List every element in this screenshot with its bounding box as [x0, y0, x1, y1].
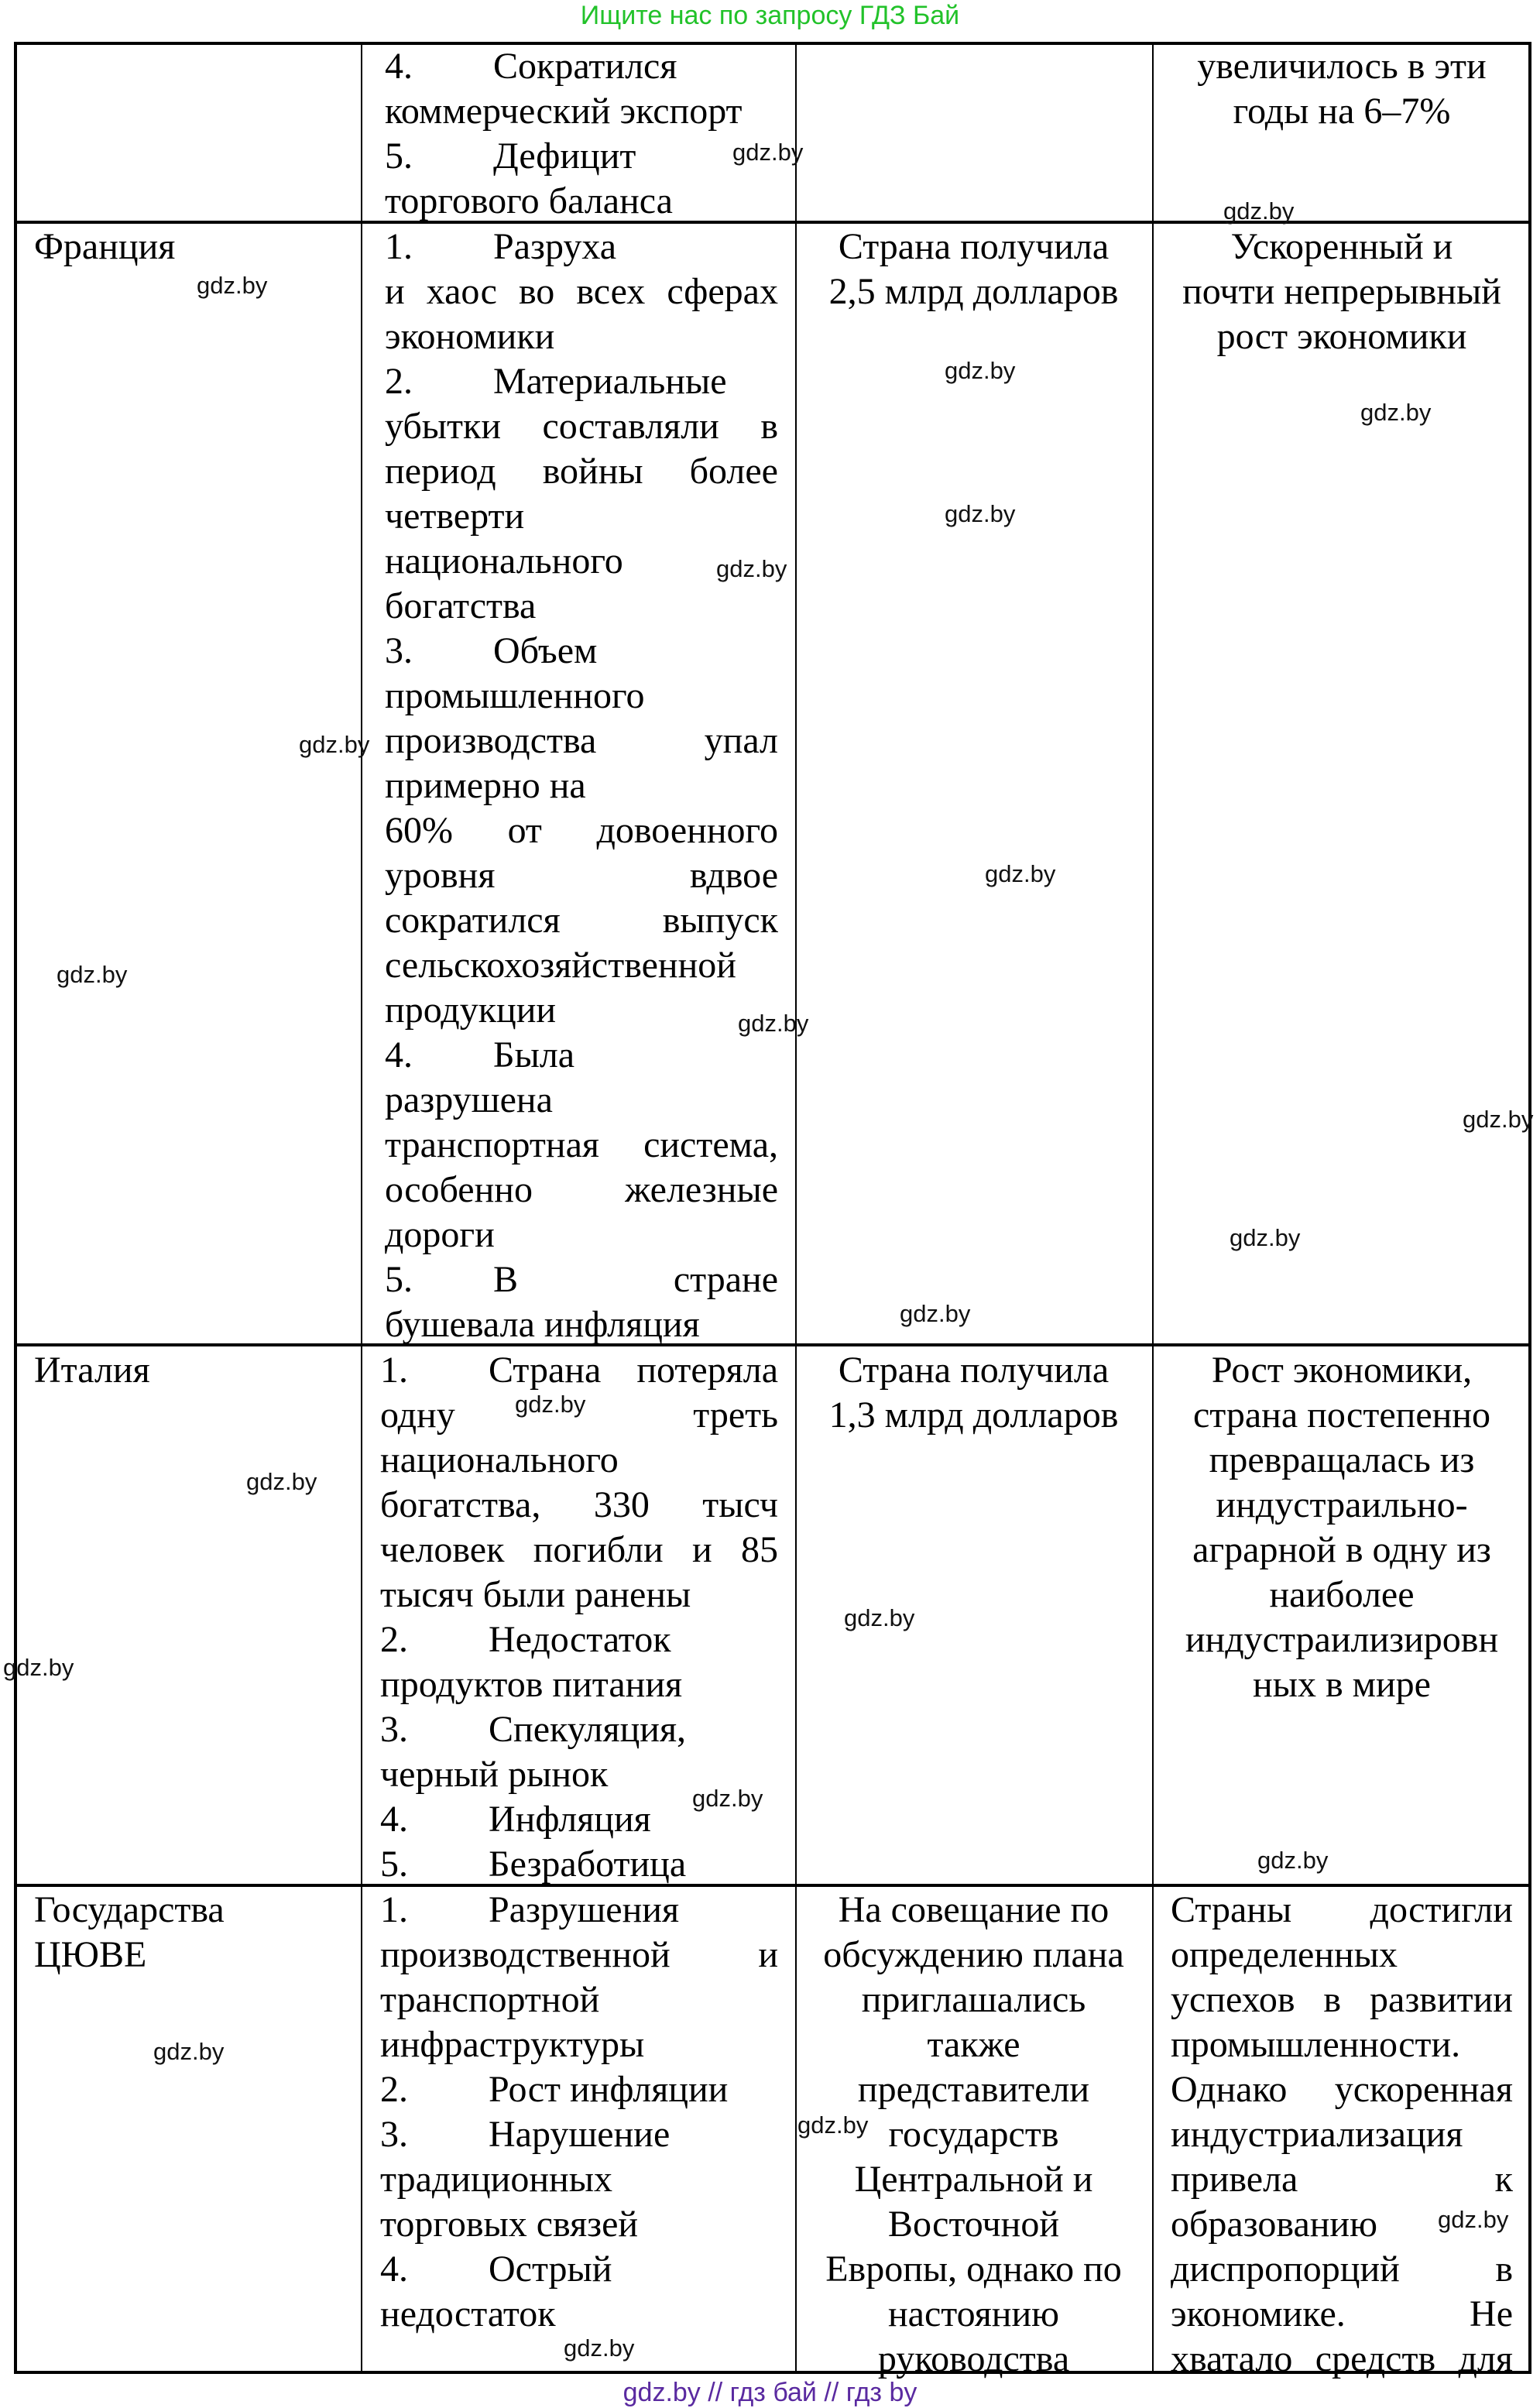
cell-text-line: промышленности. [1171, 2024, 1461, 2065]
cell-text-line [380, 2112, 778, 2157]
cell-text-line: национального [385, 540, 623, 581]
item-number: 4. [385, 46, 413, 87]
cell-text-line [385, 853, 778, 898]
watermark-text: gdz.by [1438, 2206, 1509, 2233]
justified-words [385, 404, 778, 449]
cell-text-line: Государства [34, 1889, 225, 1930]
watermark-text: gdz.by [1230, 1224, 1301, 1251]
cell-text-line: недостаток [380, 2293, 556, 2334]
cell-text-line: руководства [877, 2338, 1070, 2379]
cell-text-line: настоянию [887, 2293, 1060, 2334]
watermark-text: gdz.by [738, 1010, 809, 1037]
word: и [758, 1934, 778, 1975]
word: упал [704, 720, 778, 761]
cell-text-line: инфраструктуры [380, 2024, 645, 2065]
word: период [385, 451, 496, 492]
word: система, [643, 1124, 778, 1165]
word: сократился [385, 900, 561, 941]
watermark-text: gdz.by [732, 139, 804, 166]
cell-text-line [385, 44, 778, 89]
cell-text-line: торговых связей [380, 2204, 639, 2245]
cell-text-line: также [927, 2024, 1020, 2065]
cell-text-line [385, 359, 778, 404]
word: хватало [1171, 2338, 1293, 2379]
cell-text-line: богатства [385, 585, 537, 626]
word: Однако [1171, 2069, 1288, 2110]
watermark-text: gdz.by [844, 1604, 915, 1631]
watermark-text: gdz.by [197, 272, 268, 299]
word: к [1494, 2159, 1513, 2200]
word: в [1323, 1979, 1342, 2020]
cell-text-line: страна постепенно [1193, 1394, 1490, 1436]
watermark-text: gdz.by [515, 1391, 586, 1418]
word: диспропорций [1171, 2248, 1400, 2290]
cell-text-line: представители [857, 2069, 1090, 2110]
item-text: Рост инфляции [489, 2069, 729, 2110]
item-text: Материальные [493, 361, 727, 402]
word: сферах [667, 271, 778, 312]
word: Страны [1171, 1889, 1292, 1930]
cell-text-line: Страна получила [838, 1350, 1110, 1391]
country-cell [34, 1888, 344, 1978]
problems-cell [385, 44, 778, 224]
word: войны [542, 451, 643, 492]
cell-text-line: дороги [385, 1214, 495, 1255]
item-number: 5. [385, 135, 413, 177]
justified-words [385, 449, 778, 494]
cell-text-line: Ускоренный и [1230, 226, 1453, 267]
cell-text-line: ЦЮВЕ [34, 1934, 147, 1975]
word: одну [380, 1394, 455, 1436]
cell-text-line [1171, 2247, 1513, 2292]
justified-words [1171, 2247, 1513, 2292]
watermark-text: gdz.by [246, 1468, 317, 1495]
item-number: 1. [380, 1889, 408, 1930]
word: в [1495, 2248, 1513, 2290]
cell-text-line: индустриализация [1171, 2114, 1463, 2155]
item-text: Нарушение [489, 2114, 671, 2155]
cell-text-line: Европы, однако по [825, 2248, 1122, 2290]
cell-text-line: 2,5 млрд долларов [828, 271, 1119, 312]
cell-text-line: приглашались [861, 1979, 1086, 2020]
watermark-text: gdz.by [716, 555, 787, 582]
column-divider [1152, 42, 1154, 2374]
word: уровня [385, 855, 496, 896]
cell-text-line [385, 449, 778, 494]
aid-cell [809, 225, 1138, 314]
cell-text-line: индустраилизировн [1185, 1619, 1499, 1660]
justified-words [385, 898, 778, 943]
country-cell [34, 1348, 344, 1393]
item-number: 4. [380, 1799, 408, 1840]
cell-text-line: Центральной и [854, 2159, 1093, 2200]
item-number: 2. [380, 2069, 408, 2110]
cell-text-line [1171, 2157, 1513, 2202]
footer-links[interactable]: gdz.by // гдз бай // гдз by [623, 2378, 917, 2407]
word: хаос [426, 271, 497, 312]
cell-text-line: почти непрерывный [1182, 271, 1501, 312]
item-number: 3. [380, 1709, 408, 1750]
cell-text-line: наиболее [1269, 1574, 1415, 1615]
word: человек [380, 1529, 505, 1570]
word: всех [576, 271, 646, 312]
cell-text-line [380, 1888, 778, 1933]
cell-text-line: транспортной [380, 1979, 600, 2020]
word: Не [1470, 2293, 1513, 2334]
cell-text-line [380, 1617, 778, 1662]
site-banner[interactable]: Ищите нас по запросу ГДЗ Бай [580, 1, 960, 30]
justified-words [385, 1168, 778, 1213]
cell-text-line: аграрной в одну из [1192, 1529, 1491, 1570]
word: 85 [740, 1529, 778, 1570]
watermark-text: gdz.by [945, 500, 1016, 527]
cell-text-line [380, 1348, 778, 1393]
watermark-text: gdz.by [564, 2334, 635, 2362]
word: более [689, 451, 778, 492]
item-number: 3. [380, 2114, 408, 2155]
watermark-text: gdz.by [57, 961, 128, 988]
justified-words [380, 1483, 778, 1528]
cell-text-line: увеличилось в эти [1197, 46, 1487, 87]
justified-words [493, 1257, 778, 1302]
result-cell [1171, 1888, 1513, 2382]
cell-text-line [385, 719, 778, 763]
word: богатства, [380, 1484, 541, 1525]
word: в [760, 406, 778, 447]
cell-text-line [385, 808, 778, 853]
cell-text-line: четверти [385, 496, 525, 537]
cell-text-line [385, 1168, 778, 1213]
result-cell [1171, 225, 1513, 359]
word: 330 [593, 1484, 650, 1525]
watermark-text: gdz.by [1223, 197, 1295, 225]
word: средств [1315, 2338, 1436, 2379]
cell-text-line: национального [380, 1439, 619, 1480]
item-text: Разрушения [489, 1889, 680, 1930]
watermark-text: gdz.by [1360, 399, 1432, 426]
cell-text-line: продуктов питания [380, 1664, 683, 1705]
word: производства [385, 720, 597, 761]
word: для [1458, 2338, 1513, 2379]
word: составляли [542, 406, 719, 447]
word: железные [625, 1169, 778, 1210]
watermark-text: gdz.by [153, 2038, 225, 2065]
cell-text-line: черный рынок [380, 1754, 609, 1795]
word: экономике. [1171, 2293, 1346, 2334]
problems-cell [380, 1888, 778, 2337]
word: развитии [1370, 1979, 1513, 2020]
cell-text-line: образованию [1171, 2204, 1377, 2245]
watermark-text: gdz.by [900, 1300, 971, 1327]
aid-cell [809, 1348, 1138, 1438]
cell-text-line [385, 134, 778, 179]
word: от [507, 810, 542, 851]
cell-text-line: экономики [385, 316, 555, 357]
cell-text-line [380, 2247, 778, 2292]
cell-text-line [1171, 2067, 1513, 2112]
cell-text-line [385, 404, 778, 449]
item-number: 1. [385, 226, 413, 267]
justified-words [1171, 2337, 1513, 2382]
cell-text-line [1171, 1978, 1513, 2022]
cell-text-line [1171, 1888, 1513, 1933]
word: убытки [385, 406, 502, 447]
justified-words [489, 1348, 778, 1393]
word: привела [1171, 2159, 1298, 2200]
item-text: Инфляция [489, 1799, 651, 1840]
cell-text-line: торгового баланса [385, 180, 673, 221]
word: достигли [1370, 1889, 1513, 1930]
item-text: Дефицит [493, 135, 636, 177]
cell-text-line [385, 1257, 778, 1302]
watermark-text: gdz.by [1463, 1106, 1534, 1133]
item-text: Спекуляция, [489, 1709, 687, 1750]
cell-text-line: примерно на [385, 765, 586, 806]
justified-words [1171, 1888, 1513, 1933]
word: стране [673, 1259, 778, 1300]
word: В [493, 1259, 519, 1300]
justified-words [385, 808, 778, 853]
cell-text-line: Страна получила [838, 226, 1110, 267]
cell-text-line: Италия [34, 1350, 150, 1391]
cell-text-line: превращалась из [1209, 1439, 1475, 1480]
word: особенно [385, 1169, 533, 1210]
justified-words [385, 269, 778, 314]
cell-text-line: коммерческий экспорт [385, 91, 743, 132]
cell-text-line [380, 1933, 778, 1978]
word: потеряла [636, 1350, 778, 1391]
cell-text-line: разрушена [385, 1079, 553, 1120]
justified-words [1171, 2157, 1513, 2202]
item-text: Безработица [489, 1844, 687, 1885]
justified-words [380, 1933, 778, 1978]
word: выпуск [662, 900, 778, 941]
cell-text-line [380, 1528, 778, 1573]
word: вдвое [689, 855, 778, 896]
justified-words [1171, 1978, 1513, 2022]
item-number: 4. [380, 2248, 408, 2290]
watermark-text: gdz.by [1257, 1847, 1329, 1874]
cell-text-line: промышленного [385, 675, 645, 716]
cell-text-line [385, 629, 778, 674]
cell-text-line: Рост экономики, [1211, 1350, 1473, 1391]
word: производственной [380, 1934, 671, 1975]
item-text: Разруха [493, 226, 616, 267]
watermark-text: gdz.by [985, 860, 1056, 887]
cell-text-line [380, 1483, 778, 1528]
item-text: Сократился [493, 46, 677, 87]
word: погибли [533, 1529, 664, 1570]
result-cell [1171, 44, 1513, 134]
cell-text-line [380, 1842, 778, 1887]
cell-text-line: определенных [1171, 1934, 1398, 1975]
item-text: Объем [493, 630, 598, 671]
cell-text-line: сельскохозяйственной [385, 945, 736, 986]
item-number: 5. [385, 1259, 413, 1300]
word: 60% [385, 810, 453, 851]
word: успехов [1171, 1979, 1295, 2020]
watermark-text: gdz.by [945, 357, 1016, 384]
cell-text-line [385, 269, 778, 314]
justified-words [380, 1528, 778, 1573]
cell-text-line: обсуждению плана [823, 1934, 1124, 1975]
problems-cell [385, 225, 778, 1347]
item-number: 2. [380, 1619, 408, 1660]
cell-text-line: тысяч были ранены [380, 1574, 691, 1615]
item-number: 3. [385, 630, 413, 671]
cell-text-line [380, 2067, 778, 2112]
cell-text-line: На совещание по [838, 1889, 1110, 1930]
result-cell [1171, 1348, 1513, 1707]
word: Страна [489, 1350, 602, 1391]
cell-text-line: годы на 6–7% [1233, 91, 1451, 132]
word: треть [693, 1394, 778, 1436]
cell-text-line [385, 225, 778, 269]
column-divider [361, 42, 362, 2374]
word: довоенного [596, 810, 778, 851]
watermark-text: gdz.by [299, 731, 370, 758]
justified-words [385, 853, 778, 898]
word: и [385, 271, 405, 312]
cell-text-line: государств [888, 2114, 1059, 2155]
item-number: 4. [385, 1034, 413, 1075]
cell-text-line [1171, 2292, 1513, 2337]
cell-text-line: продукции [385, 990, 557, 1031]
cell-text-line: Восточной [887, 2204, 1060, 2245]
cell-text-line: бушевала инфляция [385, 1304, 700, 1345]
cell-text-line [1171, 2337, 1513, 2382]
cell-text-line: традиционных [380, 2159, 612, 2200]
cell-text-line [385, 898, 778, 943]
cell-text-line: индустраильно- [1216, 1484, 1468, 1525]
cell-text-line: Франция [34, 226, 176, 267]
watermark-text: gdz.by [797, 2111, 869, 2139]
justified-words [1171, 2292, 1513, 2337]
word: тысч [702, 1484, 778, 1525]
justified-words [385, 719, 778, 763]
word: во [518, 271, 555, 312]
item-text: Недостаток [489, 1619, 671, 1660]
cell-text-line: ных в мире [1253, 1664, 1431, 1705]
justified-words [1171, 2067, 1513, 2112]
watermark-text: gdz.by [3, 1654, 74, 1681]
item-number: 1. [380, 1350, 408, 1391]
item-text: Была [493, 1034, 575, 1075]
cell-text-line [385, 1033, 778, 1078]
item-number: 5. [380, 1844, 408, 1885]
cell-text-line [380, 1707, 778, 1752]
country-cell [34, 225, 344, 269]
item-text: Острый [489, 2248, 612, 2290]
word: и [691, 1529, 712, 1570]
item-number: 2. [385, 361, 413, 402]
word: транспортная [385, 1124, 599, 1165]
watermark-text: gdz.by [692, 1785, 763, 1812]
cell-text-line: 1,3 млрд долларов [828, 1394, 1119, 1436]
justified-words [385, 1123, 778, 1168]
column-divider [795, 42, 797, 2374]
cell-text-line: рост экономики [1216, 316, 1467, 357]
word: ускоренная [1334, 2069, 1513, 2110]
cell-text-line [385, 1123, 778, 1168]
